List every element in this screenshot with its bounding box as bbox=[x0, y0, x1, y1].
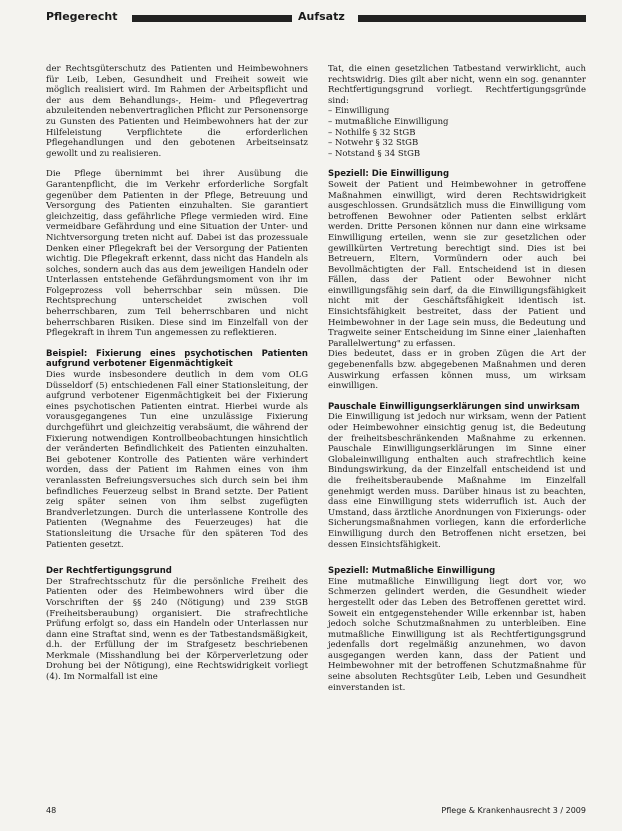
subheading: Speziell: Die Einwilligung bbox=[328, 169, 450, 180]
paragraph: Eine mutmaßliche Einwilligung liegt dort vor, wo Schmerzen gelindert werden, die Gesundheit wieder hergestellt oder das Leben des Betroffenen gerettet wird. Soweit ein entgegenstehender Wille erkennbar ist, haben jedoch solche Schutzmaßnahmen zu unterbleiben. Eine mutmaßliche Einwilligung ist als Rechtfertigungsgrund jedenfalls dort regelmäßig anzunehmen, wo davon ausgegangen werden kann, dass der Patient und Heimbewohner mit der betroffenen Schutzmaßnahme für seine absoluten Rechtsgüter Leib, Leben und Gesundheit einverstanden ist. bbox=[328, 576, 586, 693]
paragraph: Soweit der Patient und Heimbewohner in getroffene Maßnahmen einwilligt, wird deren Rechtswidrigkeit ausgeschlossen. Grundsätzlich muss die Einwilligung vom betroffenen Bewohner oder Patienten selbst erklärt werden. Dritte Personen können nur dann eine wirksame Einwilligung erteilen, wenn sie zur gesetzlichen oder gewillkürten Vertretung berechtigt sind. Dies ist bei Betreuern, Eltern, Vormündern oder auch bei Bevollmächtigten der Fall. Entscheidend ist in diesen Fällen, dass der Patient oder Bewohner nicht einwilligungsfähig sein darf, da die Einwilligungsfähigkeit nicht mit der Geschäftsfähigkeit identisch ist. Einsichtsfähigkeit bestreitet, dass der Patient und Heimbewohner in der Lage sein muss, die Bedeutung und Tragweite seiner Entscheidung im Sinne einer „laienhaften Parallelwertung" zu erfassen. bbox=[328, 179, 586, 349]
paragraph: Der Strafrechtsschutz für die persönliche Freiheit des Patienten oder des Heimbewohners wird über die Vorschriften der §§ 240 (Nötigung) und 239 StGB (Freiheitsberaubung) organisiert. Die strafrechtliche Prüfung erfolgt so, dass ein Handeln oder Unterlassen nur dann eine Straftat sind, wenn es der Tatbestandsmäßigkeit, d.h. der Erfüllung der im Strafgesetz beschriebenen Merkmale (Misshandlung bei der Körperverletzung oder Drohung bei der Nötigung), eine Rechtswidrigkeit vorliegt (4). Im Normalfall ist eine bbox=[46, 576, 308, 683]
paragraph: Die Einwilligung ist jedoch nur wirksam, wenn der Patient oder Heimbewohner einsichtig genug ist, die Bedeutung der freiheitsbeschränkenden Maßnahme zu erkennen. Pauschale Einwilligungserklärungen im Sinne einer Globaleinwilligung enthalten auch strafrechtlich keine Bindungswirkung, da der Einzelfall entscheidend ist und die freiheitsberaubende Maßnahme im Einzelfall genehmigt werden muss. Darüber hinaus ist zu beachten, dass eine Einwilligung stets widerruflich ist. Auch der Umstand, dass ärztliche Anordnungen von Fixierungs- oder Sicherungsmaßnahmen vorliegen, kann die erforderliche Einwilligung durch den Betroffenen nicht ersetzen, bei dessen Einsichtsfähigkeit. bbox=[328, 412, 586, 550]
paragraph: Dies bedeutet, dass er in groben Zügen die Art der gegebenenfalls bzw. abgegebenen Maßnahmen und deren Auswirkung erfassen können muss, um wirksam einwilligen. bbox=[328, 349, 586, 392]
list-item: – Notwehr § 32 StGB bbox=[328, 138, 586, 149]
list-item: – mutmaßliche Einwilligung bbox=[328, 117, 586, 128]
page-footer bbox=[46, 806, 586, 820]
paragraph: Tat, die einen gesetzlichen Tatbestand verwirklicht, auch rechtswidrig. Dies gilt aber nicht, wenn ein sog. genannter Rechtfertigungsgrund vorliegt. Rechtfertigungsgründe sind: bbox=[328, 64, 586, 106]
subheading: Beispiel: Fixierung eines psychotischen Patienten aufgrund verbotener Eigenmächtigkeit bbox=[46, 348, 308, 370]
justification-list bbox=[328, 106, 586, 159]
subheading: Speziell: Mutmaßliche Einwilligung bbox=[328, 566, 496, 577]
paragraph: der Rechtsgüterschutz des Patienten und Heimbewohners für Leib, Leben, Gesundheit und Freiheit soweit wie möglich realisiert wird. Im Rahmen der Arbeitspflicht und der aus dem Behandlungs-, Heim- und Pflegevertrag abzuleitenden nebenvertraglichen Pflicht zur Personensorge zu Gunsten des Patienten und Heimbewohners hat der zur Hilfeleistung Verpflichtete die erforderlichen Pflegehandlungen und den gebotenen Arbeitseinsatz gewollt und zu realisieren. bbox=[46, 64, 308, 159]
right-column bbox=[328, 64, 586, 703]
paragraph: Dies wurde insbesondere deutlich in dem vom OLG Düsseldorf (5) entschiedenen Fall einer Stationsleitung, der aufgrund verbotener Eigenmächtigkeit bei der Fixierung eines psychotischen Patienten eintrat. Hierbei wurde als vorausgegangenes Tun eine unzulässige Fixierung durchgeführt und gleichzeitig verabsäumt, die während der Fixierung notwendigen Kontrollbeobachtungen hinsichtlich der veränderten Befindlichkeit des Patienten einzuhalten. Bei gebotener Kontrolle des Patienten wäre verhindert worden, dass der Patient im Rahmen eines von ihm veranlassten Befreiungsversuches sich durch sein bei ihm befindliches Feuerzeug selbst in Brand setzte. Der Patient zeig später seinen von ihm selbst zugefügten Brandverletzungen. Durch die unterlassene Kontrolle des Patienten (Wegnahme des Feuerzeuges) hat die Stationsleitung die Ursache für den späteren Tod des Patienten gesetzt. bbox=[46, 370, 308, 550]
left-column bbox=[46, 64, 308, 693]
list-item: – Notstand § 34 StGB bbox=[328, 149, 586, 160]
paragraph: Die Pflege übernimmt bei ihrer Ausübung die Garantenpflicht, die im Verkehr erforderliche Sorgfalt gegenüber dem Patienten in der Pflege, Betreuung und Versorgung des Patienten einzuhalten. Sie garantiert gleichzeitig, dass gefährliche Pflege vermieden wird. Eine vermeidbare Gefährdung und eine Situation der Unter- und Nichtversorgung treten nicht auf. Dabei ist das prozessuale Denken einer Pflegekraft bei der Versorgung der Patienten wichtig. Die Pflegekraft erkennt, dass nicht das Handeln als solches, sondern auch das aus dem jeweiligen Handeln oder Unterlassen entstehende Gefährdungsmoment von ihr im Folgeprozess voll beherrschbar sein müssen. Die Rechtsprechung unterscheidet zwischen voll beherrschbaren, zum Teil beherrschbaren und nicht beherrschbaren Risiken. Diese sind im Einzelfall von der Pflegekraft in ihrem Tun angemessen zu reflektieren. bbox=[46, 169, 308, 339]
list-item: – Nothilfe § 32 StGB bbox=[328, 128, 586, 139]
article-type-label: Aufsatz bbox=[298, 10, 345, 23]
subheading: Pauschale Einwilligungserklärungen sind unwirksam bbox=[328, 401, 580, 412]
section-label: Pflegerecht bbox=[46, 10, 118, 23]
page-number: 48 bbox=[46, 806, 57, 815]
header-rule bbox=[358, 15, 586, 22]
list-item: – Einwilligung bbox=[328, 106, 586, 117]
journal-reference: Pflege & Krankenhausrecht 3 / 2009 bbox=[441, 806, 586, 815]
subheading: Der Rechtfertigungsgrund bbox=[46, 566, 172, 577]
running-header bbox=[46, 10, 586, 26]
header-bar bbox=[132, 15, 292, 22]
